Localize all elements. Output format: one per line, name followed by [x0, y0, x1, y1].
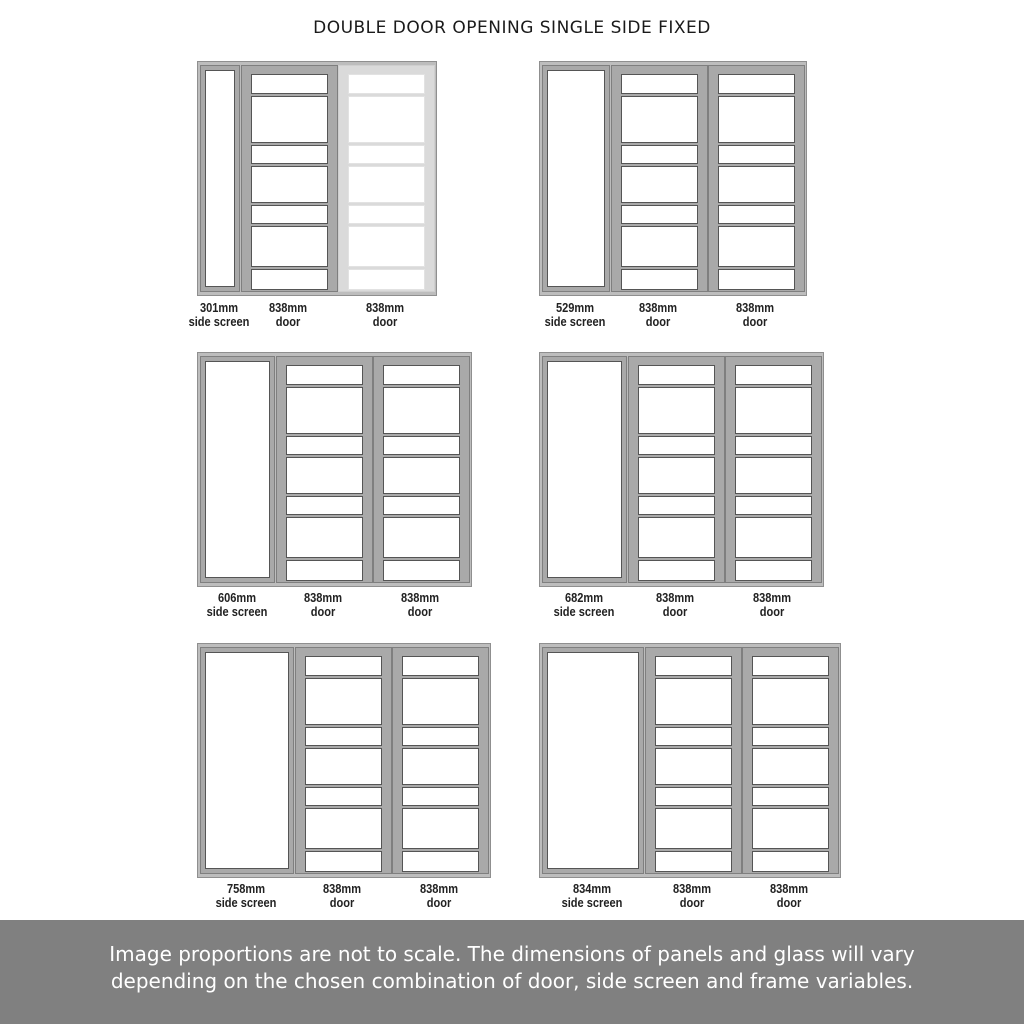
side-screen-panel: [542, 65, 610, 292]
door-glass-pane: [621, 269, 698, 290]
door-frame: [539, 643, 841, 878]
door-glass-pane: [655, 748, 732, 785]
disclaimer-footer: [0, 920, 1024, 1024]
door-glass-pane: [718, 226, 795, 267]
door-glass-pane: [402, 727, 479, 746]
door-panel-1: [295, 647, 392, 874]
door-1-label-type: door: [275, 314, 300, 329]
side-screen-label-type: side screen: [215, 895, 277, 910]
door-glass-pane: [638, 436, 715, 455]
door-2-label-size: 838mm: [769, 881, 808, 896]
door-1-label-size: 838mm: [638, 300, 677, 315]
door-glass-pane: [305, 851, 382, 872]
side-screen-glass: [547, 70, 605, 287]
door-glass-pane: [621, 226, 698, 267]
side-screen-label-size: 606mm: [217, 590, 256, 605]
door-glass-pane: [286, 517, 363, 558]
door-glass-pane: [286, 365, 363, 385]
side-screen-glass: [205, 652, 289, 869]
door-glass-pane: [735, 436, 812, 455]
side-screen-glass: [205, 70, 235, 287]
door-glass-pane: [752, 748, 829, 785]
door-glass-pane: [402, 656, 479, 676]
door-glass-pane: [251, 96, 328, 143]
door-glass-pane: [305, 678, 382, 725]
door-glass-pane: [402, 678, 479, 725]
door-1-label-type: door: [310, 604, 335, 619]
side-screen-panel: [200, 356, 275, 583]
door-1-label-size: 838mm: [303, 590, 342, 605]
door-glass-pane: [655, 851, 732, 872]
door-glass-pane: [638, 387, 715, 434]
door-panel-2: [392, 647, 489, 874]
door-glass-pane: [735, 560, 812, 581]
door-frame: [539, 61, 807, 296]
disclaimer-line-2: depending on the chosen combination of door, side screen and frame variables.: [110, 969, 914, 993]
side-screen-glass: [547, 361, 622, 578]
door-glass-pane: [348, 145, 425, 164]
door-glass-pane: [305, 808, 382, 849]
side-screen-label: [537, 301, 614, 329]
page-title: DOUBLE DOOR OPENING SINGLE SIDE FIXED: [313, 18, 711, 38]
door-frame: [197, 352, 472, 587]
door-glass-pane: [638, 457, 715, 494]
door-glass-pane: [752, 678, 829, 725]
door-glass-pane: [383, 436, 460, 455]
door-glass-pane: [718, 96, 795, 143]
side-screen-label-type: side screen: [553, 604, 614, 619]
door-2-label-type: door: [776, 895, 801, 910]
door-glass-pane: [402, 748, 479, 785]
door-glass-pane: [621, 96, 698, 143]
door-1-label-size: 838mm: [672, 881, 711, 896]
door-panel-2: [338, 65, 435, 292]
door-glass-pane: [383, 496, 460, 515]
door-panel-1: [628, 356, 725, 583]
door-glass-pane: [655, 727, 732, 746]
door-glass-pane: [383, 457, 460, 494]
door-glass-pane: [286, 457, 363, 494]
door-glass-pane: [752, 851, 829, 872]
side-screen-glass: [205, 361, 270, 578]
side-screen-panel: [542, 356, 627, 583]
door-frame: [197, 643, 491, 878]
door-glass-pane: [305, 727, 382, 746]
door-glass-pane: [402, 787, 479, 806]
door-glass-pane: [655, 787, 732, 806]
door-glass-pane: [621, 74, 698, 94]
door-glass-pane: [251, 226, 328, 267]
door-1-label: [284, 591, 361, 619]
door-2-label: [400, 882, 477, 910]
door-2-label-size: 838mm: [365, 300, 404, 315]
door-2-label-type: door: [742, 314, 767, 329]
door-2-label: [750, 882, 827, 910]
door-glass-pane: [655, 808, 732, 849]
side-screen-label: [198, 591, 275, 619]
door-1-label-type: door: [329, 895, 354, 910]
side-screen-label: [208, 882, 285, 910]
door-glass-pane: [638, 560, 715, 581]
door-2-label-type: door: [407, 604, 432, 619]
door-2-label-type: door: [372, 314, 397, 329]
side-screen-label-size: 758mm: [226, 881, 266, 896]
door-glass-pane: [735, 387, 812, 434]
door-glass-pane: [621, 205, 698, 224]
side-screen-label: [181, 301, 258, 329]
door-1-label-size: 838mm: [268, 300, 307, 315]
side-screen-label-size: 682mm: [564, 590, 603, 605]
door-2-label: [346, 301, 423, 329]
door-glass-pane: [348, 96, 425, 143]
door-glass-pane: [752, 808, 829, 849]
door-glass-pane: [251, 74, 328, 94]
door-glass-pane: [655, 678, 732, 725]
door-2-label-size: 838mm: [752, 590, 791, 605]
door-glass-pane: [752, 727, 829, 746]
door-2-label: [716, 301, 793, 329]
door-1-label: [653, 882, 730, 910]
door-1-label-size: 838mm: [655, 590, 694, 605]
door-glass-pane: [305, 787, 382, 806]
door-glass-pane: [402, 851, 479, 872]
door-glass-pane: [638, 517, 715, 558]
side-screen-label: [554, 882, 631, 910]
door-1-label: [636, 591, 713, 619]
door-glass-pane: [251, 205, 328, 224]
door-1-label-type: door: [645, 314, 670, 329]
door-panel-1: [276, 356, 373, 583]
door-glass-pane: [383, 517, 460, 558]
door-glass-pane: [286, 387, 363, 434]
door-glass-pane: [383, 365, 460, 385]
door-2-label-size: 838mm: [419, 881, 458, 896]
door-2-label: [733, 591, 810, 619]
door-2-label-size: 838mm: [735, 300, 774, 315]
door-glass-pane: [752, 787, 829, 806]
door-2-label-type: door: [426, 895, 451, 910]
door-1-label-size: 838mm: [322, 881, 361, 896]
side-screen-label-type: side screen: [188, 314, 250, 329]
door-glass-pane: [348, 226, 425, 267]
door-glass-pane: [383, 387, 460, 434]
door-glass-pane: [718, 166, 795, 203]
door-glass-pane: [735, 496, 812, 515]
door-glass-pane: [251, 166, 328, 203]
door-glass-pane: [621, 145, 698, 164]
door-glass-pane: [638, 365, 715, 385]
side-screen-label-type: side screen: [206, 604, 267, 619]
door-1-label: [249, 301, 326, 329]
door-1-label-type: door: [662, 604, 687, 619]
door-glass-pane: [752, 656, 829, 676]
side-screen-label-size: 529mm: [555, 300, 595, 315]
disclaimer-line-1: Image proportions are not to scale. The dimensions of panels and glass will vary: [109, 942, 915, 966]
door-glass-pane: [383, 560, 460, 581]
door-panel-1: [645, 647, 742, 874]
door-glass-pane: [348, 269, 425, 290]
side-screen-label-size: 834mm: [572, 881, 612, 896]
door-glass-pane: [286, 560, 363, 581]
door-glass-pane: [718, 269, 795, 290]
door-frame: [197, 61, 437, 296]
door-glass-pane: [621, 166, 698, 203]
door-panel-2: [373, 356, 470, 583]
door-glass-pane: [718, 205, 795, 224]
door-glass-pane: [305, 656, 382, 676]
door-2-label-size: 838mm: [400, 590, 439, 605]
door-glass-pane: [305, 748, 382, 785]
door-glass-pane: [251, 269, 328, 290]
side-screen-label: [545, 591, 622, 619]
door-glass-pane: [348, 166, 425, 203]
door-1-label: [303, 882, 380, 910]
side-screen-panel: [200, 647, 294, 874]
door-panel-1: [611, 65, 708, 292]
side-screen-panel: [200, 65, 240, 292]
door-glass-pane: [251, 145, 328, 164]
door-glass-pane: [286, 496, 363, 515]
door-glass-pane: [402, 808, 479, 849]
door-glass-pane: [348, 74, 425, 94]
door-glass-pane: [735, 517, 812, 558]
door-panel-2: [725, 356, 822, 583]
door-glass-pane: [735, 457, 812, 494]
door-1-label: [619, 301, 696, 329]
door-2-label: [381, 591, 458, 619]
side-screen-label-type: side screen: [544, 314, 606, 329]
door-glass-pane: [348, 205, 425, 224]
side-screen-glass: [547, 652, 639, 869]
door-glass-pane: [718, 145, 795, 164]
door-panel-2: [742, 647, 839, 874]
door-panel-1: [241, 65, 338, 292]
door-1-label-type: door: [679, 895, 704, 910]
door-glass-pane: [638, 496, 715, 515]
side-screen-label-type: side screen: [561, 895, 623, 910]
door-glass-pane: [655, 656, 732, 676]
side-screen-label-size: 301mm: [199, 300, 239, 315]
door-frame: [539, 352, 824, 587]
door-glass-pane: [718, 74, 795, 94]
door-panel-2: [708, 65, 805, 292]
door-glass-pane: [286, 436, 363, 455]
door-2-label-type: door: [759, 604, 784, 619]
door-glass-pane: [735, 365, 812, 385]
side-screen-panel: [542, 647, 644, 874]
